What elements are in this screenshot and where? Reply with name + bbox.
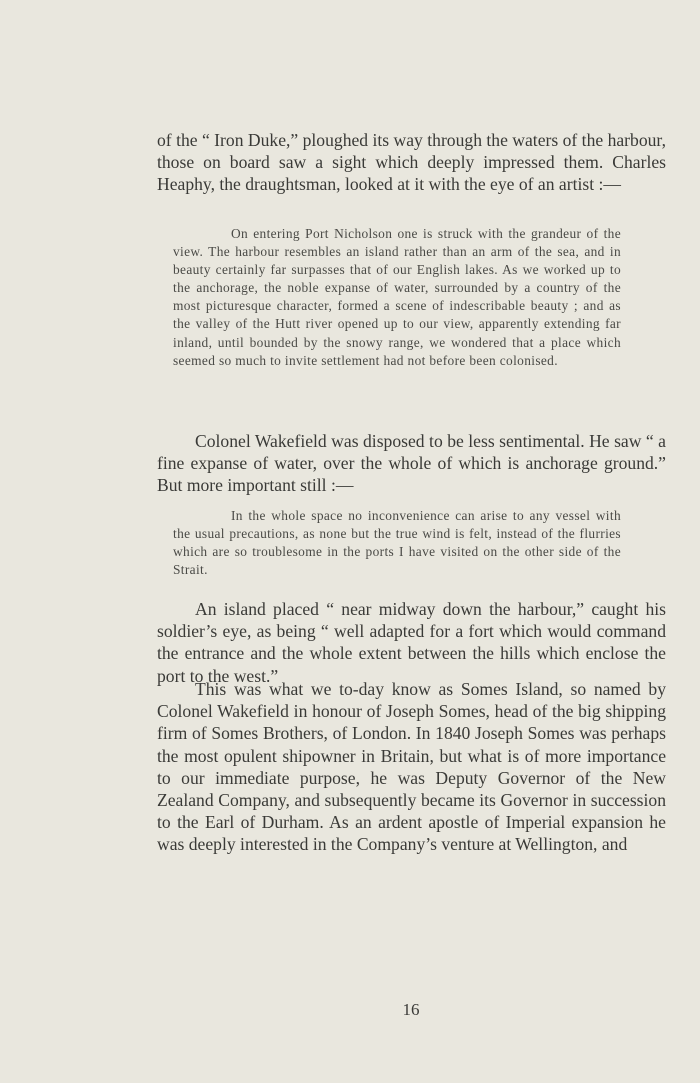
block-quote-wakefield: In the whole space no inconvenience can arise to any vessel with the usual precautions, as none but the true wind is felt, instead of the flurries which are so troublesome in the ports I have visited on the other side of the Strait. xyxy=(173,508,621,578)
body-paragraph-2: Colonel Wakefield was disposed to be less sentimental. He saw “ a fine expanse of water, over the whole of which is anchorage ground.” But more important still :— xyxy=(157,431,666,496)
body-paragraph-4: This was what we to-day know as Somes Island, so named by Colonel Wakefield in honour of Joseph Somes, head of the big shipping firm of Somes Brothers, of London. In 1840 Joseph Somes was perhaps the most opulent shipowner in Britain, but what is of more importance to our immediate purpose, he was Deputy Governor of the New Zealand Company, and subsequently became its Governor in succession to the Earl of Durham. As an ardent apostle of Imperial expansion he was deeply interested in the Company’s venture at Wellington, and xyxy=(157,679,666,855)
body-paragraph-1: of the “ Iron Duke,” ploughed its way through the waters of the harbour, those on board saw a sight which deeply impressed them. Charles Heaphy, the draughtsman, looked at it with the eye of an artist :— xyxy=(157,130,666,195)
block-quote-heaphy: On entering Port Nicholson one is struck with the grandeur of the view. The harbour resembles an island rather than an arm of the sea, and in beauty certainly far surpasses that of our English lakes. As we worked up to the anchorage, the noble expanse of water, surrounded by a country of the most picturesque character, formed a scene of indescribable beauty ; and as the valley of the Hutt river opened up to our view, apparently extending far inland, until bounded by the snowy range, we wondered that a place which seemed so much to invite settlement had not before been colonised. xyxy=(173,226,621,368)
body-paragraph-3: An island placed “ near midway down the harbour,” caught his soldier’s eye, as being “ well adapted for a fort which would command the entrance and the whole extent between the hills which enclose the port to the west.” xyxy=(157,599,666,686)
page-number: 16 xyxy=(402,1000,420,1019)
